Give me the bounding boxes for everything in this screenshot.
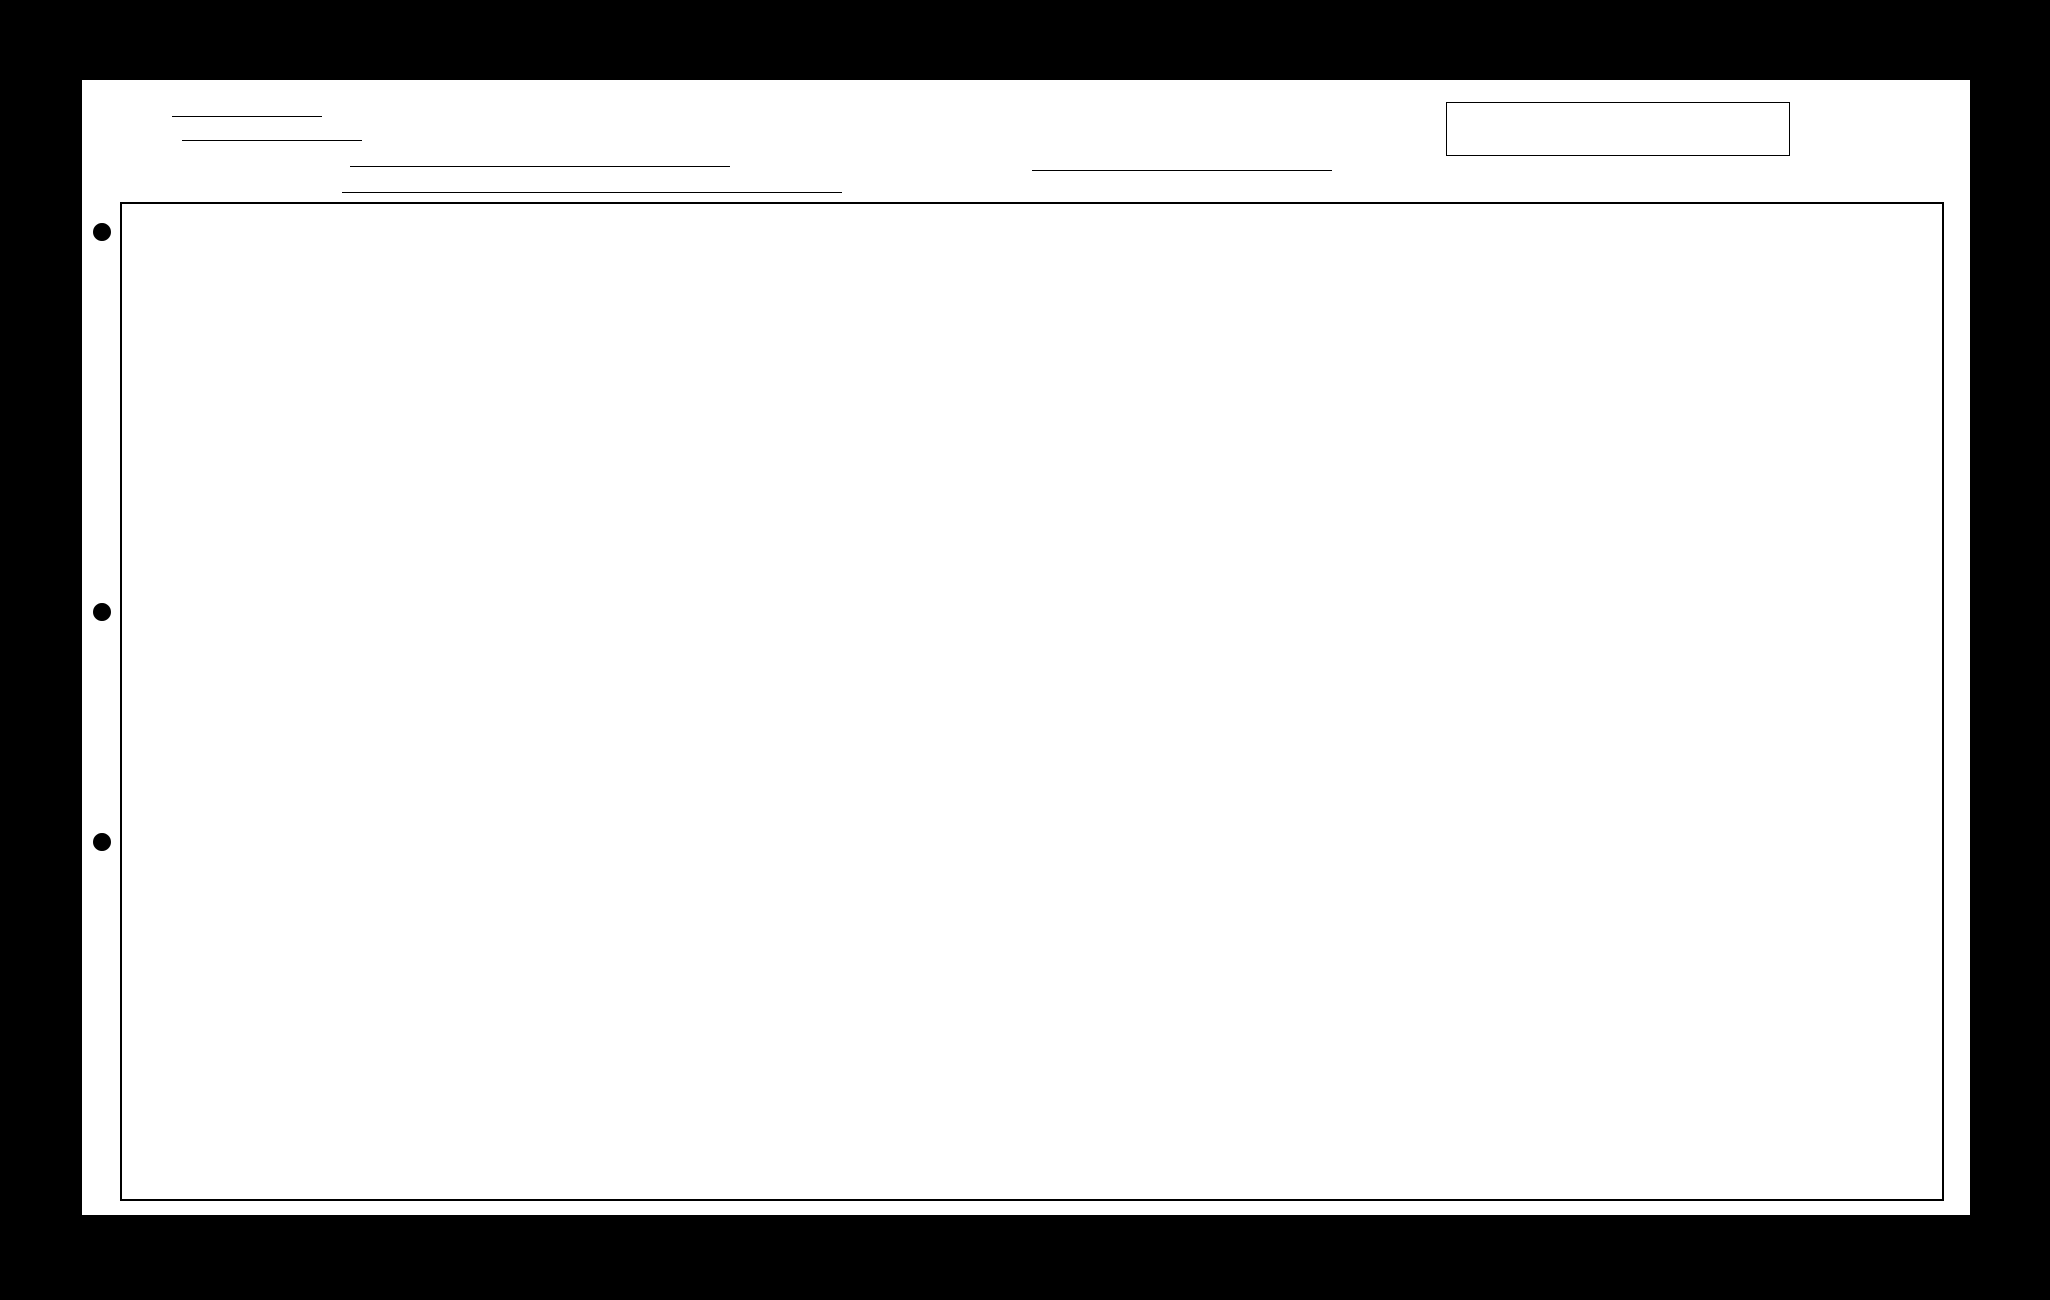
district-box	[1446, 102, 1790, 156]
township-underline	[350, 166, 730, 167]
binder-hole	[90, 830, 114, 854]
binder-hole	[90, 600, 114, 624]
state-underline	[172, 116, 322, 117]
institution-underline	[342, 192, 842, 193]
county-underline	[182, 140, 362, 141]
binder-hole	[90, 220, 114, 244]
census-table	[120, 202, 1944, 1201]
census-sheet	[82, 80, 1970, 1215]
incorporated-underline	[1032, 170, 1332, 171]
